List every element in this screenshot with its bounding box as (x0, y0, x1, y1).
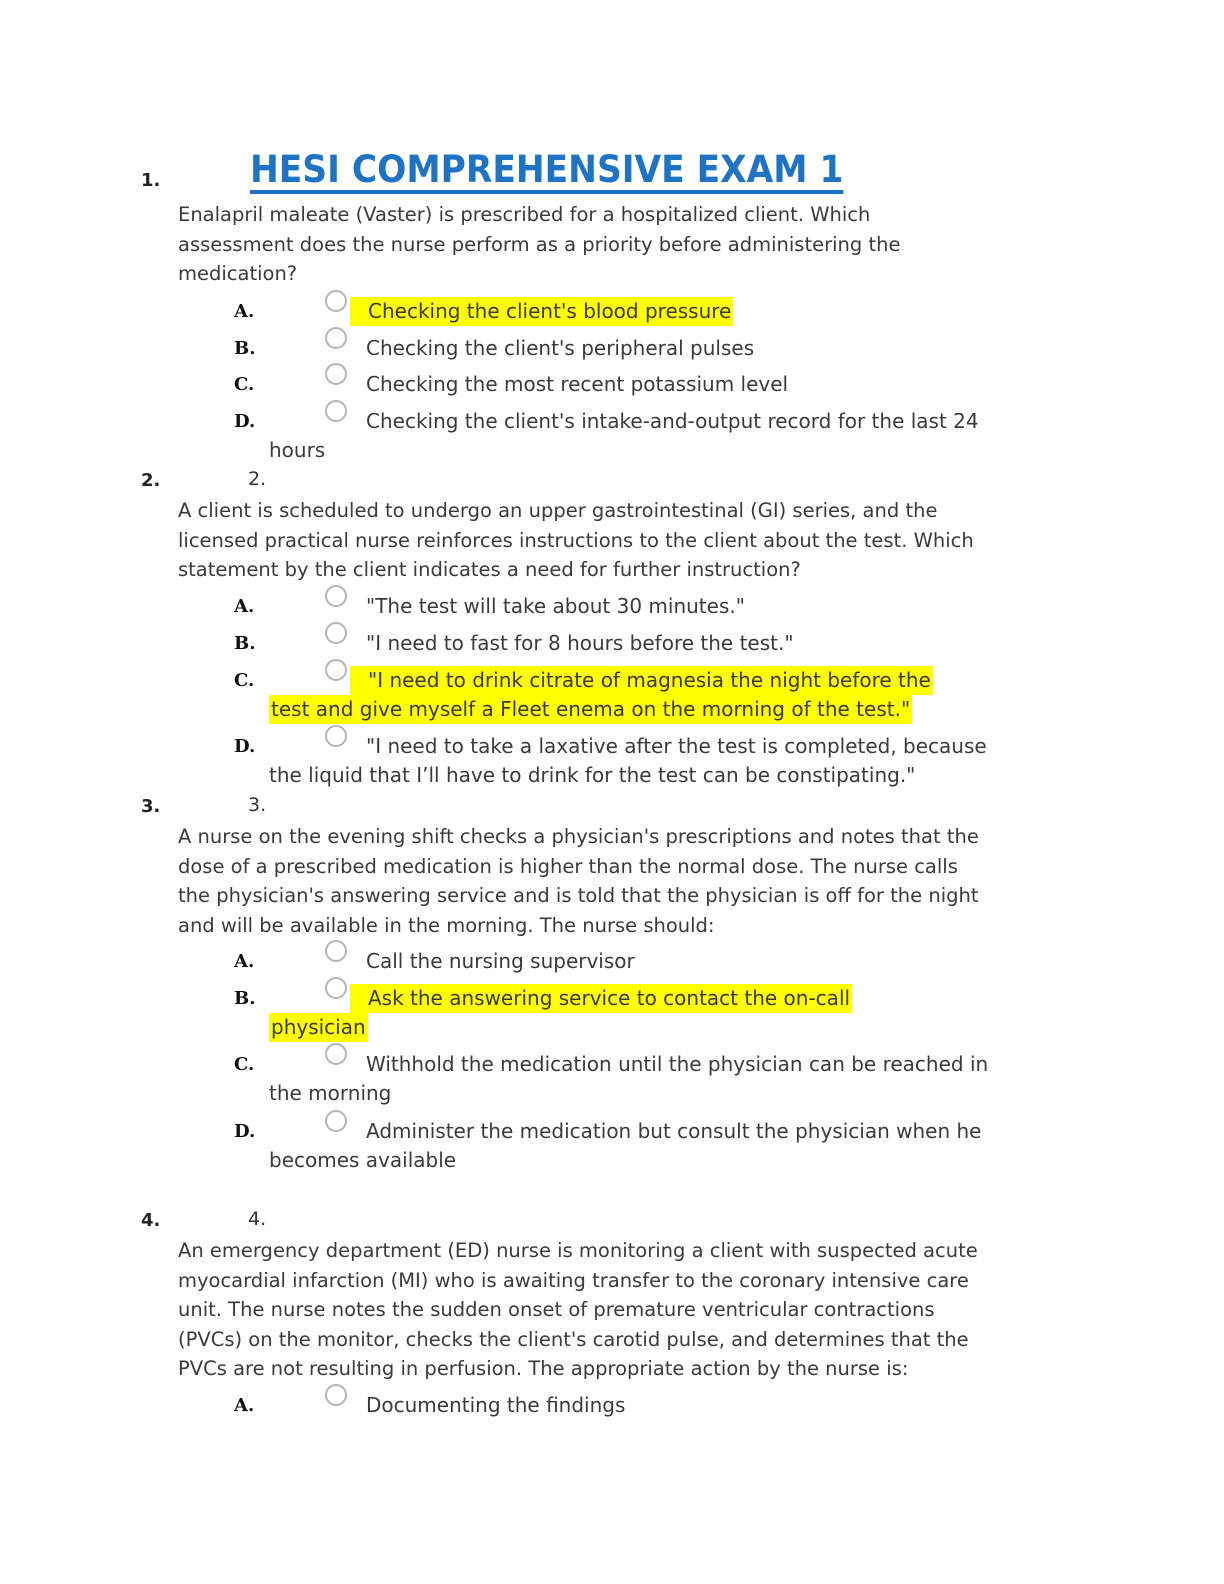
option-text: Call the nursing supervisor (366, 949, 635, 973)
radio-button-icon[interactable] (325, 363, 347, 385)
radio-button-icon[interactable] (325, 977, 347, 999)
option-text-continued: test and give myself a Fleet enema on the morning of the test." (269, 695, 912, 724)
option-text: Ask the answering service to contact the on-call (350, 984, 852, 1013)
option-text: Documenting the findings (366, 1393, 626, 1417)
option-letter: C. (234, 1054, 255, 1075)
question-sub-number: 3. (248, 794, 267, 816)
question-sub-number: 4. (248, 1208, 267, 1230)
option-text-continued: becomes available (269, 1148, 457, 1172)
stem-line: PVCs are not resulting in perfusion. The appropriate action by the nurse is: (178, 1357, 909, 1380)
stem-line: myocardial infarction (MI) who is awaiting transfer to the coronary intensive care (178, 1268, 969, 1292)
stem-line: assessment does the nurse perform as a priority before administering the (178, 232, 901, 256)
stem-line: licensed practical nurse reinforces instructions to the client about the test. Which (178, 528, 974, 552)
option-text: "The test will take about 30 minutes." (366, 594, 745, 618)
option-letter: C. (234, 670, 255, 691)
option-letter: B. (234, 633, 256, 654)
radio-button-icon[interactable] (325, 725, 347, 747)
option-letter: B. (234, 338, 256, 359)
option-letter: D. (234, 736, 256, 757)
option-letter: A. (234, 301, 255, 322)
option-text: Administer the medication but consult the physician when he (366, 1119, 982, 1143)
option-text: Withhold the medication until the physician can be reached in (366, 1052, 989, 1076)
radio-button-icon[interactable] (325, 400, 347, 422)
option-text: Checking the most recent potassium level (366, 372, 789, 396)
stem-line: An emergency department (ED) nurse is monitoring a client with suspected acute (178, 1239, 978, 1262)
radio-button-icon[interactable] (325, 585, 347, 607)
question-number: 2. (141, 470, 161, 491)
radio-button-icon[interactable] (325, 290, 347, 312)
stem-line: dose of a prescribed medication is higher than the normal dose. The nurse calls (178, 854, 958, 878)
option-letter: D. (234, 411, 256, 432)
question-stem (178, 200, 1038, 289)
stem-line: medication? (178, 262, 298, 285)
radio-button-icon[interactable] (325, 1043, 347, 1065)
radio-button-icon[interactable] (325, 1384, 347, 1406)
option-text: "I need to take a laxative after the test is completed, because (366, 734, 987, 758)
option-letter: A. (234, 1395, 255, 1416)
option-letter: A. (234, 951, 255, 972)
question-stem (178, 1236, 1038, 1384)
stem-line: (PVCs) on the monitor, checks the client's carotid pulse, and determines that the (178, 1327, 969, 1351)
option-text: Checking the client's intake-and-output record for the last 24 (366, 409, 979, 433)
stem-line: A client is scheduled to undergo an upper gastrointestinal (GI) series, and the (178, 499, 938, 522)
option-letter: B. (234, 988, 256, 1009)
option-letter: A. (234, 596, 255, 617)
question-number: 3. (141, 796, 161, 817)
radio-button-icon[interactable] (325, 327, 347, 349)
question-sub-number: 2. (248, 468, 267, 490)
radio-button-icon[interactable] (325, 1110, 347, 1132)
option-text-continued: the liquid that I’ll have to drink for the test can be constipating." (269, 763, 916, 787)
stem-line: A nurse on the evening shift checks a physician's prescriptions and notes that the (178, 825, 979, 848)
radio-button-icon[interactable] (325, 940, 347, 962)
option-letter: D. (234, 1121, 256, 1142)
option-text-continued: physician (269, 1013, 368, 1042)
stem-line: and will be available in the morning. The nurse should: (178, 913, 715, 937)
question-number: 1. (141, 170, 161, 191)
radio-button-icon[interactable] (325, 659, 347, 681)
question-stem (178, 822, 1038, 940)
option-text-continued: hours (269, 438, 326, 462)
option-letter: C. (234, 374, 255, 395)
stem-line: the physician's answering service and is told that the physician is off for the night (178, 884, 979, 907)
page-title: HESI COMPREHENSIVE EXAM 1 (250, 150, 843, 194)
option-text: "I need to drink citrate of magnesia the night before the (350, 666, 933, 695)
question-number: 4. (141, 1210, 161, 1231)
option-text-continued: the morning (269, 1081, 392, 1105)
question-stem (178, 496, 1038, 585)
stem-line: Enalapril maleate (Vaster) is prescribed for a hospitalized client. Which (178, 203, 871, 226)
radio-button-icon[interactable] (325, 622, 347, 644)
option-text: Checking the client's blood pressure (350, 297, 733, 326)
option-text: "I need to fast for 8 hours before the test." (366, 631, 794, 655)
stem-line: unit. The nurse notes the sudden onset of premature ventricular contractions (178, 1298, 935, 1321)
option-text: Checking the client's peripheral pulses (366, 336, 755, 360)
stem-line: statement by the client indicates a need for further instruction? (178, 558, 801, 581)
